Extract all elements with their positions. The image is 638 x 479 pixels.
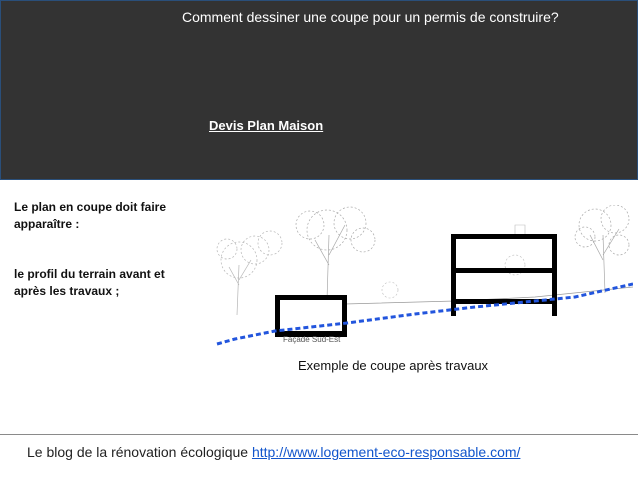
- small-house-section: [275, 295, 347, 337]
- footer: [27, 444, 520, 460]
- facade-label: Façade Sud-Est: [283, 335, 341, 344]
- footer-blog-link[interactable]: http://www.logement-eco-responsable.com/: [251, 444, 521, 460]
- header-banner: [0, 0, 638, 180]
- intro-paragraph: Le plan en coupe doit faire apparaître :: [14, 200, 167, 231]
- devis-plan-maison-link[interactable]: Devis Plan Maison: [209, 118, 324, 133]
- slide-title: Comment dessiner une coupe pour un permis de construire?: [182, 9, 559, 25]
- tree-sketch-right: [575, 205, 629, 293]
- section-drawing-illustration: [215, 205, 633, 347]
- terrain-profile-paragraph: le profil du terrain avant et après les travaux ;: [14, 267, 165, 298]
- tree-sketch-center: [296, 207, 375, 300]
- tree-sketch-left: [217, 231, 282, 315]
- figure-caption: Exemple de coupe après travaux: [298, 358, 489, 373]
- footer-divider: [0, 434, 638, 435]
- footer-text: Le blog de la rénovation écologique: [27, 444, 252, 460]
